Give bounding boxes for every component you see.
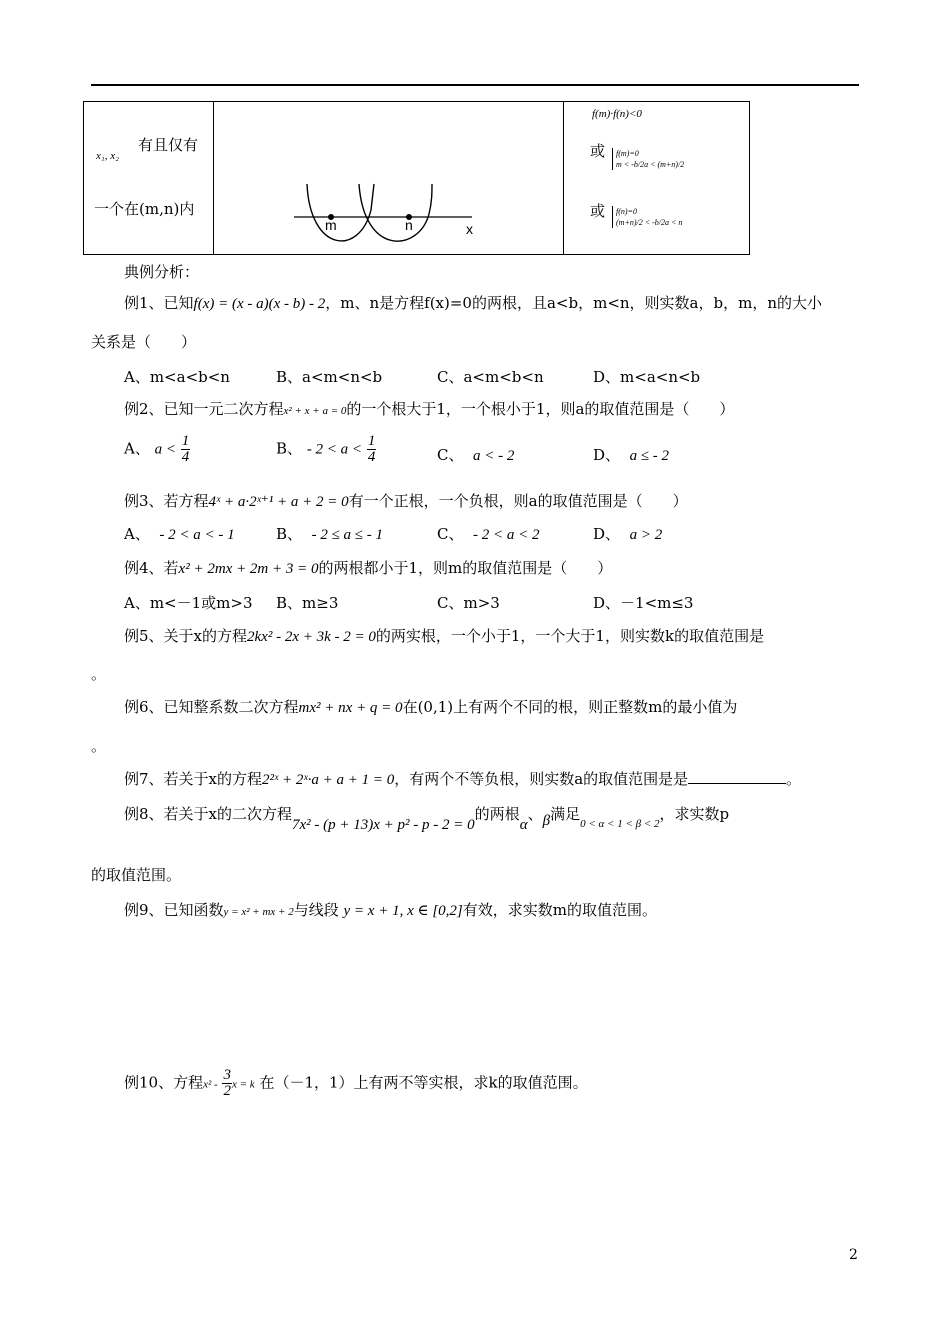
example-6-line2: 。 — [91, 737, 107, 755]
example-8-mid: 的两根 — [474, 805, 520, 823]
example-3-option-d — [593, 523, 662, 544]
example-4-option-a: A、m<－1或m>3 — [124, 594, 253, 612]
example-3-option-a — [124, 523, 235, 544]
example-5-lead: 例5、关于x的方程 — [124, 627, 248, 645]
option-a-label: A、 — [124, 439, 150, 458]
example-1-formula: f(x) = (x - a)(x - b) - 2 — [193, 296, 326, 312]
graph-cell — [214, 102, 564, 255]
parabola-graph — [214, 102, 563, 254]
label-x: x — [466, 221, 473, 237]
example-10 — [124, 1068, 588, 1099]
example-1-option-d: D、m<a<n<b — [593, 368, 701, 386]
example-3 — [124, 490, 688, 511]
example-1-text: ，m、n是方程f(x)=0的两根，且a<b，m<n，则实数a，b，m，n的大小 — [325, 294, 822, 312]
example-6-formula: mx² + nx + q = 0 — [298, 700, 403, 716]
example-3-lead: 例3、若方程 — [124, 492, 209, 510]
example-3-option-c — [437, 523, 540, 544]
or-text-2: 或 — [590, 202, 606, 220]
example-7-formula: 2²ˣ + 2ˣ·a + a + 1 = 0 — [262, 772, 395, 788]
option-a-math: a < — [154, 441, 176, 458]
example-5-text: 的两实根，一个小于1，一个大于1，则实数k的取值范围是 — [375, 627, 765, 645]
section-heading: 典例分析： — [124, 263, 200, 281]
option-c-math: a < - 2 — [473, 448, 515, 464]
example-4-option-c: C、m>3 — [437, 594, 500, 612]
option-d-label: D、 — [593, 525, 621, 543]
example-9 — [124, 899, 657, 920]
condition-text-2: 一个在(m,n)内 — [94, 200, 195, 218]
example-8-formula: 7x² - (p + 13)x + p² - p - 2 = 0 — [292, 817, 475, 833]
option-d-label: D、 — [593, 446, 621, 464]
frac-num-b: 1 — [367, 433, 376, 449]
example-2-option-d — [593, 444, 669, 465]
option-d-math: a > 2 — [629, 527, 663, 543]
example-6-lead: 例6、已知整系数二次方程 — [124, 698, 299, 716]
example-2-option-c — [437, 444, 514, 465]
example-1 — [124, 292, 822, 313]
frac-den-b: 4 — [367, 449, 376, 465]
frac-num: 1 — [181, 433, 190, 449]
answer-blank — [688, 771, 786, 784]
condition-text-1: 有且仅有 — [138, 136, 199, 154]
example-1-lead: 例1、已知 — [124, 294, 194, 312]
example-4-option-d: D、－1<m≤3 — [593, 594, 694, 612]
example-9-lead: 例9、已知函数 — [124, 901, 224, 919]
example-7-lead: 例7、若关于x的方程 — [124, 770, 263, 788]
system-1-ineq: m < -b/2a < (m+n)/2 — [616, 160, 685, 169]
system-2-eq: f(n)=0 — [616, 207, 637, 216]
example-10-formula-post: x = k — [231, 1078, 255, 1091]
criteria-cell — [564, 102, 750, 255]
example-10-lead: 例10、方程 — [124, 1073, 204, 1092]
alpha-symbol: α — [519, 817, 528, 833]
frac-num-10: 3 — [223, 1067, 231, 1083]
example-2-formula: x² + x + a = 0 — [283, 405, 347, 417]
example-1-option-c: C、a<m<b<n — [437, 368, 544, 386]
example-8 — [124, 803, 730, 833]
example-3-option-b — [276, 523, 383, 544]
criterion-product: f(m)·f(n)<0 — [592, 108, 642, 120]
or-text-1: 或 — [590, 142, 606, 160]
example-9-text: 有效，求实数m的取值范围。 — [462, 901, 657, 919]
example-2-option-a — [124, 434, 190, 465]
option-d-math: a ≤ - 2 — [629, 448, 670, 464]
example-2 — [124, 398, 734, 419]
example-5-formula: 2kx² - 2x + 3k - 2 = 0 — [247, 629, 376, 645]
option-b-label: B、 — [276, 525, 303, 543]
option-b-math: - 2 < a < — [306, 441, 363, 458]
example-3-text: 有一个正根，一个负根，则a的取值范围是（ ） — [348, 492, 688, 510]
example-2-option-b — [276, 434, 376, 465]
beta-symbol: β — [542, 813, 551, 829]
option-b-label: B、 — [276, 439, 303, 458]
system-1-eq: f(m)=0 — [616, 149, 639, 158]
option-a-label: A、 — [124, 525, 150, 543]
system-2-ineq: (m+n)/2 < -b/2a < n — [616, 218, 683, 227]
example-2-lead: 例2、已知一元二次方程 — [124, 400, 284, 418]
fraction-three-halves — [222, 1068, 232, 1099]
example-4-formula: x² + 2mx + 2m + 3 = 0 — [178, 561, 319, 577]
example-1-line2: 关系是（ ） — [91, 333, 197, 351]
example-8-text: ，求实数p — [659, 805, 730, 823]
frac-den-10: 2 — [223, 1083, 231, 1099]
fraction-quarter — [181, 434, 191, 465]
label-n: n — [405, 217, 413, 233]
example-1-option-b: B、a<m<n<b — [276, 368, 383, 386]
example-7-end: 。 — [786, 770, 802, 788]
option-c-label: C、 — [437, 525, 464, 543]
header-rule — [91, 84, 859, 86]
example-5-line2: 。 — [91, 665, 107, 683]
example-6 — [124, 696, 737, 717]
example-7-text: ，有两个不等负根，则实数a的取值范围是是 — [394, 770, 689, 788]
condition-table — [83, 101, 750, 255]
example-4-text: 的两根都小于1，则m的取值范围是（ ） — [318, 559, 613, 577]
option-b-math: - 2 ≤ a ≤ - 1 — [311, 527, 384, 543]
example-8-condition: 0 < α < 1 < β < 2 — [580, 818, 660, 830]
example-5 — [124, 625, 764, 646]
page-number: 2 — [849, 1247, 858, 1263]
example-8-mid2: 满足 — [550, 805, 581, 823]
fraction-quarter-b — [367, 434, 377, 465]
option-c-math: - 2 < a < 2 — [473, 527, 540, 543]
option-c-label: C、 — [437, 446, 464, 464]
system-1 — [612, 148, 684, 170]
example-4-lead: 例4、若 — [124, 559, 179, 577]
example-8-lead: 例8、若关于x的二次方程 — [124, 805, 293, 823]
label-m: m — [325, 217, 337, 233]
example-3-formula: 4ˣ + a·2ˣ⁺¹ + a + 2 = 0 — [208, 494, 349, 510]
example-8-line2: 的取值范围。 — [91, 866, 182, 884]
example-2-text: 的一个根大于1，一个根小于1，则a的取值范围是（ ） — [346, 400, 735, 418]
example-9-formula: y = x² + mx + 2 — [223, 906, 294, 918]
example-1-option-a: A、m<a<b<n — [124, 368, 230, 386]
frac-den: 4 — [181, 449, 190, 465]
example-10-formula-pre: x² - — [203, 1078, 218, 1091]
example-9-mid: 与线段 — [293, 901, 339, 919]
option-a-math: - 2 < a < - 1 — [159, 527, 235, 543]
system-2 — [612, 206, 682, 228]
example-6-text: 在(0,1)上有两个不同的根，则正整数m的最小值为 — [402, 698, 738, 716]
example-4-option-b: B、m≥3 — [276, 594, 339, 612]
example-9-formula2: y = x + 1, x ∈ [0,2] — [343, 903, 463, 919]
condition-cell — [84, 102, 214, 255]
example-7 — [124, 768, 801, 789]
example-4 — [124, 557, 612, 578]
roots-label: x₁, x₂ — [96, 150, 119, 162]
example-8-sep: 、 — [527, 805, 543, 823]
example-10-text: 在（－1，1）上有两不等实根，求k的取值范围。 — [259, 1073, 588, 1092]
